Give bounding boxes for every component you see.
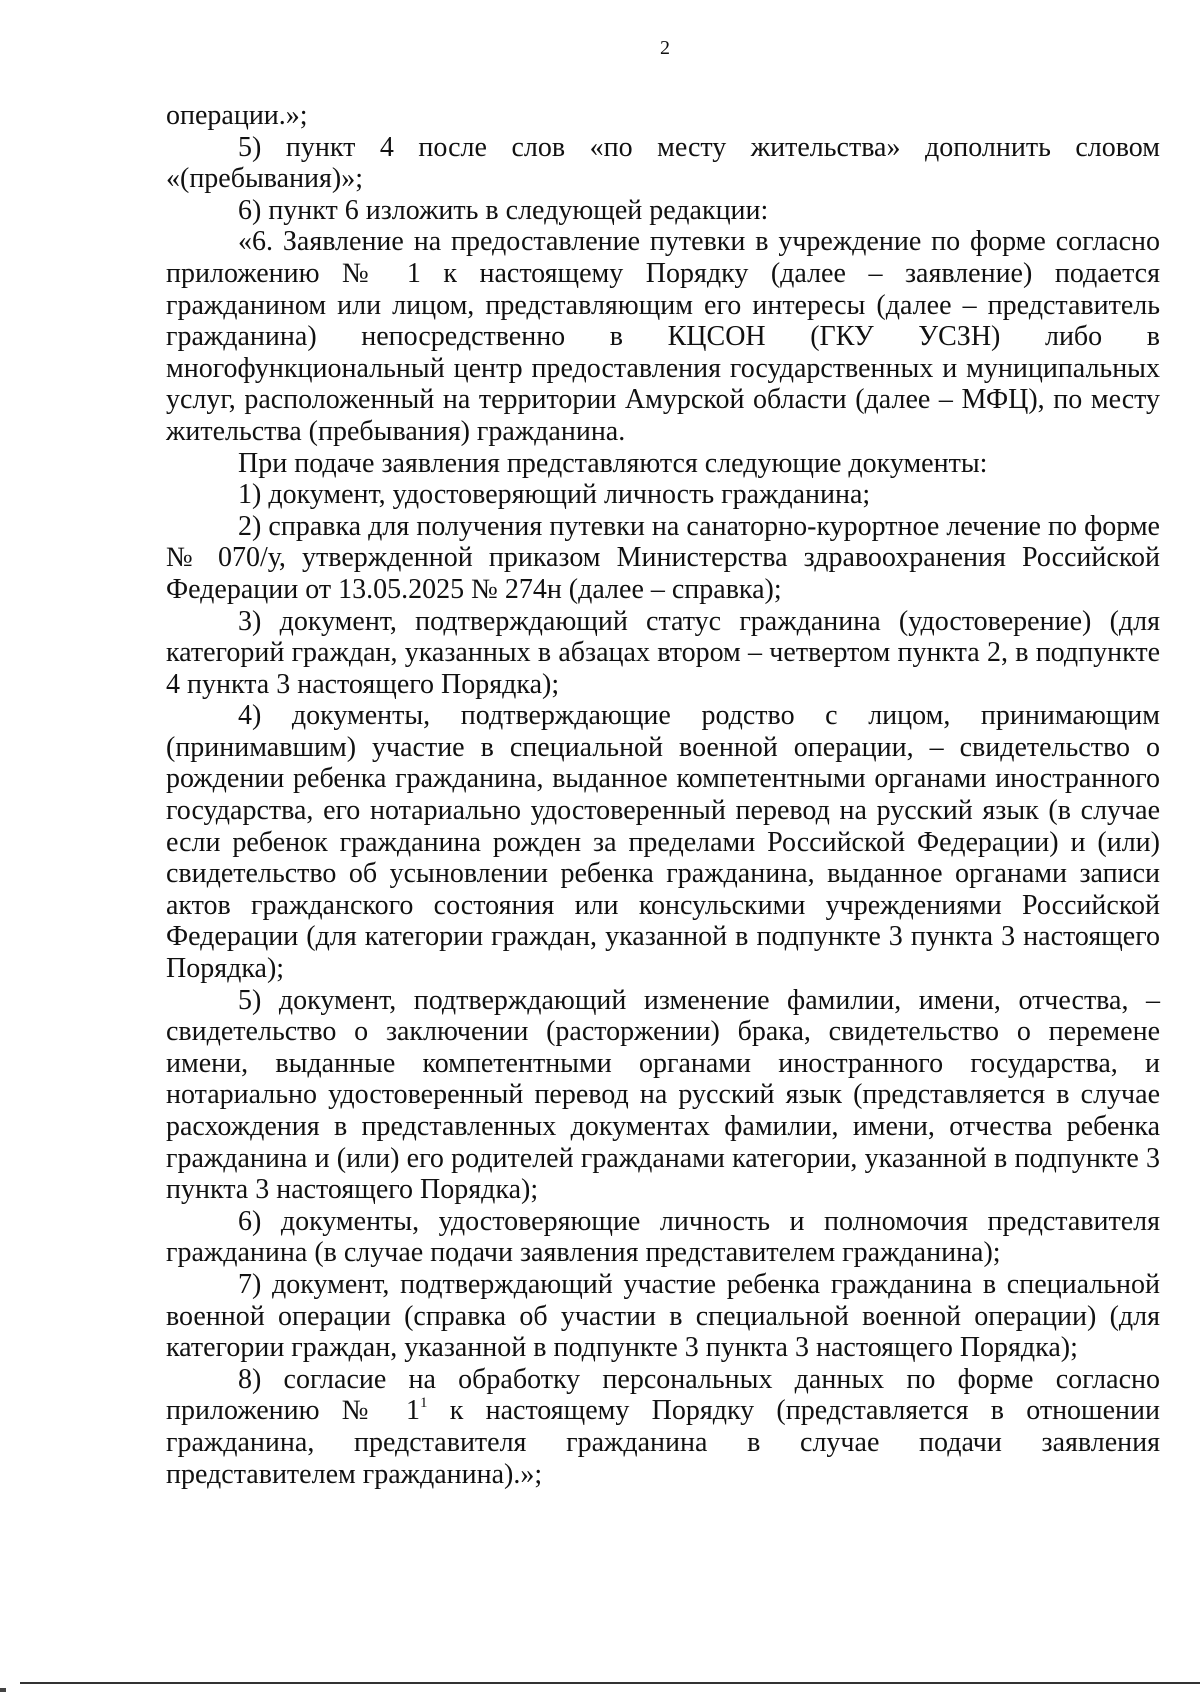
paragraph-document-2: 2) справка для получения путевки на санаторно-курортное лечение по форме № 070/у, утвержденной приказом Министерства здравоохранения Российской Федерации от 13.05.2025 № 274н (далее – справка); xyxy=(166,510,1160,605)
page-number: 2 xyxy=(660,37,670,59)
document-body xyxy=(166,100,1160,1490)
paragraph-document-6: 6) документы, удостоверяющие личность и полномочия представителя гражданина (в случае подачи заявления представителем гражданина); xyxy=(166,1205,1160,1269)
scan-bottom-edge xyxy=(20,1682,1200,1684)
paragraph-documents-intro: При подаче заявления представляются следующие документы: xyxy=(238,447,988,479)
paragraph-document-8 xyxy=(166,1364,1160,1490)
paragraph-document-4: 4) документы, подтверждающие родство с лицом, принимающим (принимавшим) участие в специальной военной операции, – свидетельство о рождении ребенка гражданина, выданное компетентными органами иностранного государства, его нотариально удостоверенный перевод на русский язык (в случае если ребенок гражданина рожден за пределами Российской Федерации) и (или) свидетельство об усыновлении ребенка гражданина, выданное органами записи актов гражданского состояния или консульскими учреждениями Российской Федерации (для категории граждан, указанной в подпункте 3 пункта 3 настоящего Порядка); xyxy=(166,700,1160,985)
appendix-superscript: 1 xyxy=(420,1395,428,1412)
scan-corner-mark xyxy=(0,1688,6,1692)
paragraph-item-6: 6) пункт 6 изложить в следующей редакции: xyxy=(238,194,769,226)
paragraph-new-point-6: «6. Заявление на предоставление путевки в учреждение по форме согласно приложению № 1 к настоящему Порядку (далее – заявление) подается гражданином или лицом, представляющим его интересы (далее – представитель гражданина) непосредственно в КЦСОН (ГКУ УСЗН) либо в многофункциональный центр предоставления государственных и муниципальных услуг, расположенный на территории Амурской области (далее – МФЦ), по месту жительства (пребывания) гражданина. xyxy=(166,226,1160,447)
paragraph-document-3: 3) документ, подтверждающий статус гражданина (удостоверение) (для категорий граждан, указанных в абзацах втором – четвертом пункта 2, в подпункте 4 пункта 3 настоящего Порядка); xyxy=(166,605,1160,700)
paragraph-document-8-end: к настоящему Порядку (представляется в отношении гражданина, представителя гражданина в случае подачи заявления представителем гражданина).»; xyxy=(166,1395,1160,1490)
paragraph-document-1: 1) документ, удостоверяющий личность гражданина; xyxy=(238,479,871,511)
paragraph-item-5: 5) пункт 4 после слов «по месту жительства» дополнить словом «(пребывания)»; xyxy=(166,131,1160,195)
paragraph-document-8-start: 8) согласие на обработку персональных данных по форме согласно приложению № 1 xyxy=(166,1363,1160,1427)
paragraph-document-5: 5) документ, подтверждающий изменение фамилии, имени, отчества, – свидетельство о заключении (расторжении) брака, свидетельство о перемене имени, выданные компетентными органами иностранного государства, и нотариально удостоверенный перевод на русский язык (представляется в случае расхождения в представленных документах фамилии, имени, отчества ребенка гражданина и (или) его родителей гражданами категории, указанной в подпункте 3 пункта 3 настоящего Порядка); xyxy=(166,984,1160,1206)
paragraph-document-7: 7) документ, подтверждающий участие ребенка гражданина в специальной военной операции (справка об участии в специальной военной операции) (для категории граждан, указанной в подпункте 3 пункта 3 настоящего Порядка); xyxy=(166,1268,1160,1364)
paragraph-continuation: операции.»; xyxy=(166,100,308,131)
